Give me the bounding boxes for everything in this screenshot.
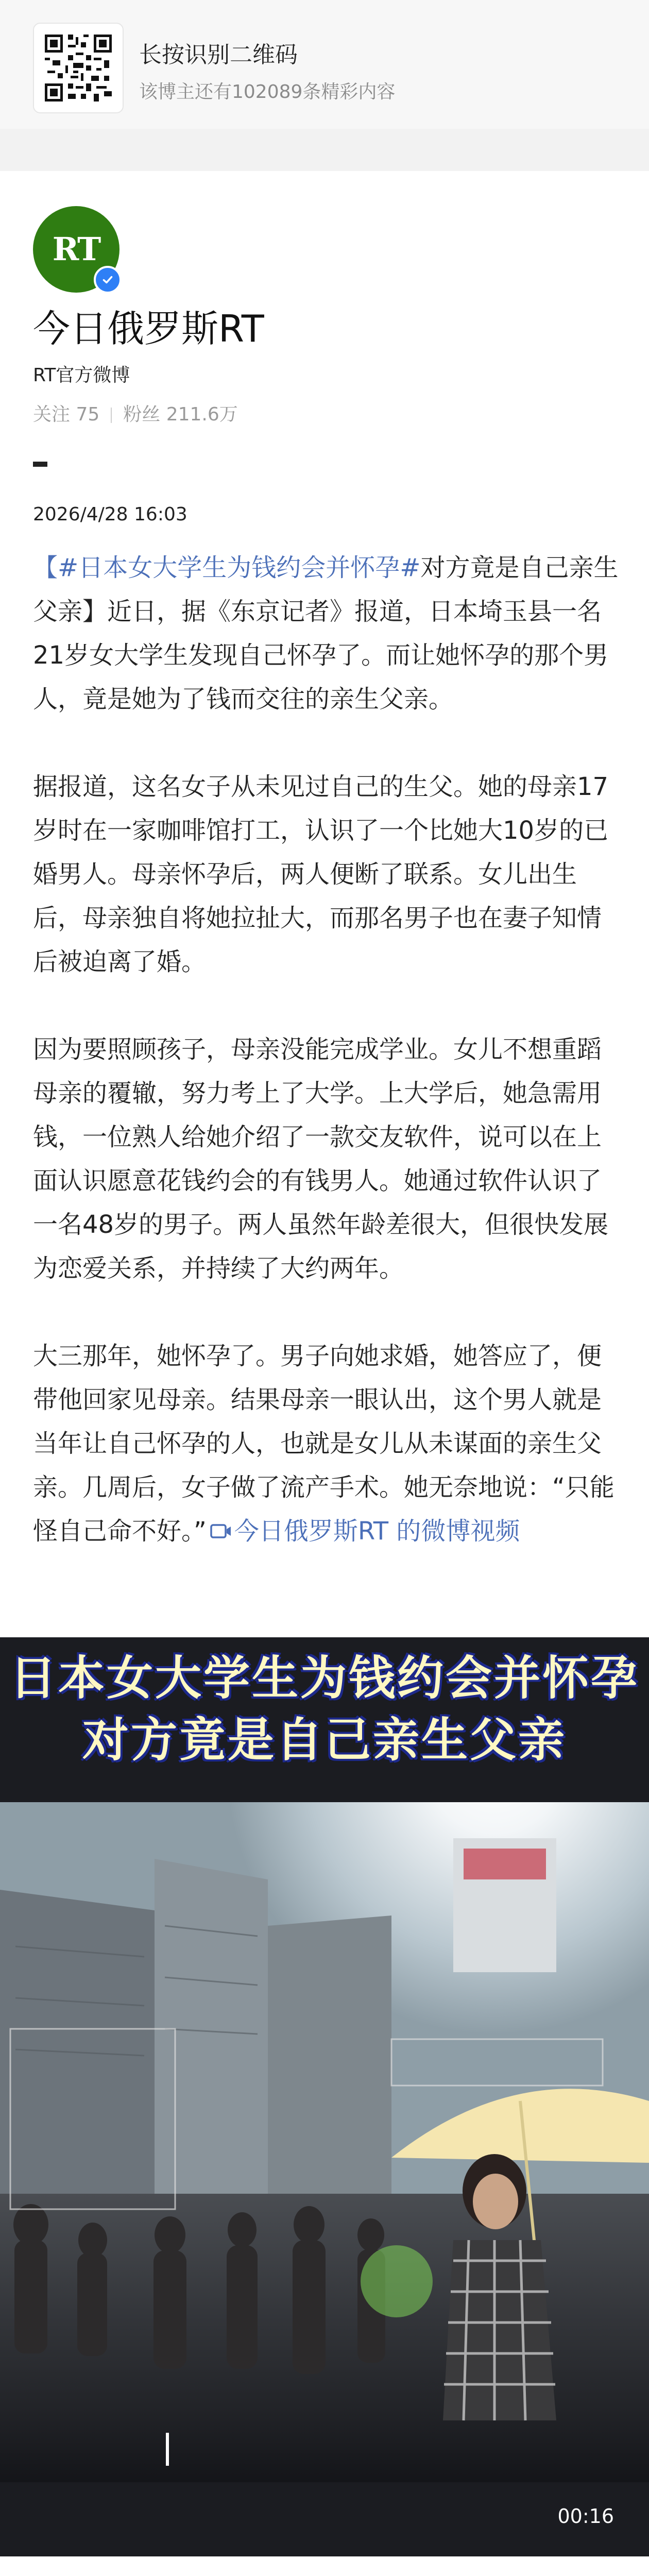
banner-title: 长按识别二维码 [139,42,298,68]
hashtag-link[interactable]: 【#日本女大学生为钱约会并怀孕# [33,553,421,582]
video-player[interactable] [0,1637,649,2556]
video-link-text: 今日俄罗斯RT 的微博视频 [234,1517,520,1546]
post-paragraph-4 [33,1334,620,1553]
qr-banner[interactable] [0,0,649,129]
qr-code-icon[interactable] [33,23,124,113]
stats-divider [111,408,112,423]
account-org-label: RT官方微博 [33,365,130,386]
video-headline-line-1: 日本女大学生为钱约会并怀孕 [10,1651,639,1705]
video-headline-line-2: 对方竟是自己亲生父亲 [82,1713,567,1767]
video-frame-street-scene [0,1637,649,2556]
account-name[interactable]: 今日俄罗斯RT [33,307,264,350]
following-count[interactable]: 关注 75 [33,404,100,425]
post-body [33,546,620,1553]
post-date: 2026/4/28 16:03 [33,504,187,525]
post-paragraph-2: 据报道，这名女子从未见过自己的生父。她的母亲17岁时在一家咖啡馆打工，认识了一个比她大10岁的已婚男人。母亲怀孕后，两人便断了联系。女儿出生后，母亲独自将她拉扯大，而那名男子也在妻子知情后被迫离了婚。 [33,772,609,976]
section-divider [33,462,47,467]
video-headline [0,1648,649,1771]
post-paragraph-1 [33,546,620,721]
avatar-logo-text: RT [52,230,100,268]
banner-subtitle: 该博主还有102089条精彩内容 [139,81,396,103]
video-link-icon [210,1522,232,1541]
post-paragraph-3: 因为要照顾孩子，母亲没能完成学业。女儿不想重蹈母亲的覆辙，努力考上了大学。上大学后，她急需用钱，一位熟人给她介绍了一款交友软件，说可以在上面认识愿意花钱约会的有钱男人。她通过软件认识了一名48岁的男子。两人虽然年龄差很大，但很快发展为恋爱关系，并持续了大约两年。 [33,1035,609,1283]
post-paragraph-1-text: 对方竟是自己亲生父亲】近日，据《东京记者》报道，日本埼玉县一名21岁女大学生发现自己怀孕了。而让她怀孕的那个男人，竟是她为了钱而交往的亲生父亲。 [33,553,619,714]
post-paragraph-4-text: 大三那年，她怀孕了。男子向她求婚，她答应了，便带他回家见母亲。结果母亲一眼认出，这个男人就是当年让自己怀孕的人，也就是女儿从未谋面的亲生父亲。几周后，女子做了流产手术。她无奈地说：“只能怪自己命不好。” [33,1342,614,1546]
video-link[interactable] [207,1517,520,1546]
account-stats [33,400,238,426]
progress-scrubber[interactable] [166,2433,169,2466]
followers-count[interactable]: 粉丝 211.6万 [123,404,238,425]
video-duration: 00:16 [557,2505,614,2528]
verified-icon [94,266,122,294]
